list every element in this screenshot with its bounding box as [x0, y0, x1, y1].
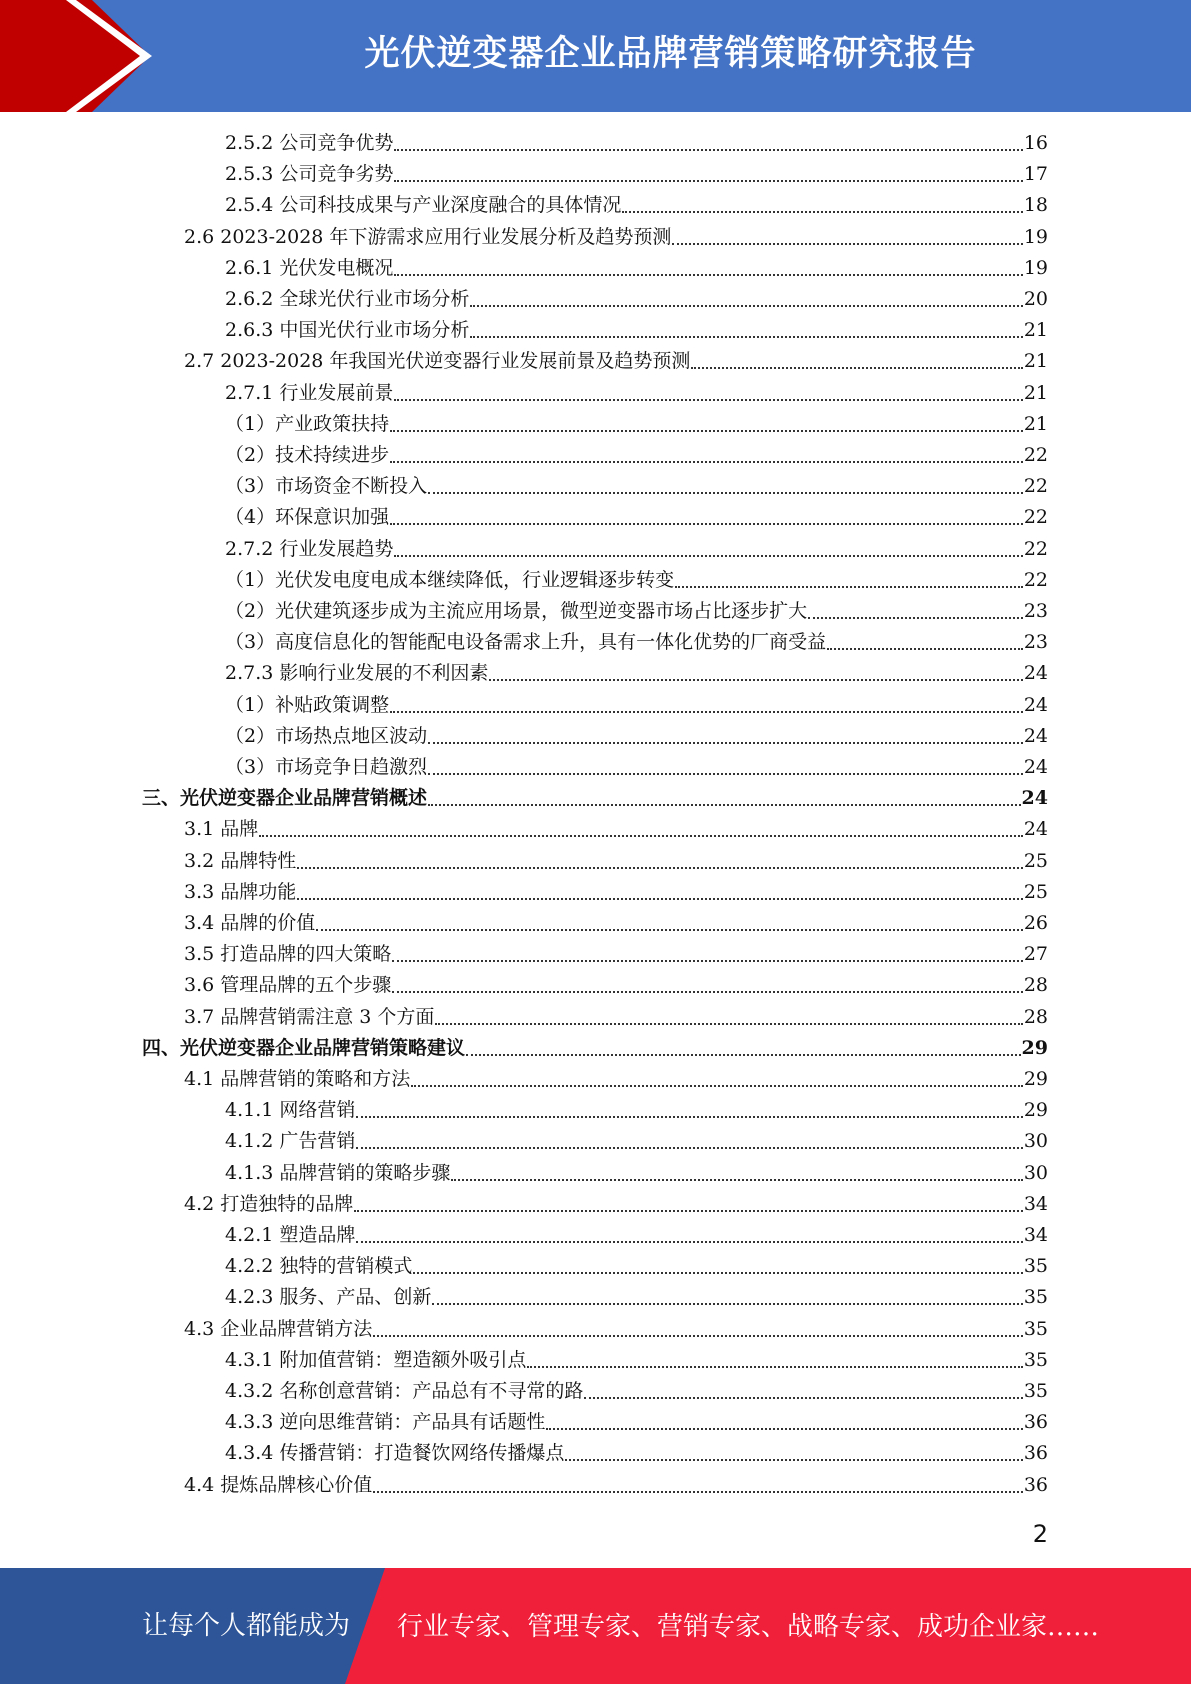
- toc-entry-label: 4.2.2 独特的营销模式: [225, 1255, 413, 1277]
- toc-leader-dots: [489, 678, 1022, 681]
- toc-entry-page: 18: [1023, 194, 1048, 216]
- toc-leader-dots: [672, 242, 1022, 245]
- toc-entry-label: （1）产业政策扶持: [225, 413, 390, 435]
- toc-entry[interactable]: [225, 378, 1048, 409]
- toc-leader-dots: [691, 366, 1022, 369]
- toc-entry-page: 24: [1023, 818, 1048, 840]
- toc-entry-label: 4.3.3 逆向思维营销：产品具有话题性: [225, 1411, 546, 1433]
- toc-entry[interactable]: [225, 190, 1048, 221]
- toc-leader-dots: [394, 148, 1022, 151]
- toc-entry[interactable]: [225, 1220, 1048, 1251]
- toc-entry[interactable]: [225, 440, 1048, 471]
- toc-entry-page: 35: [1023, 1255, 1048, 1277]
- toc-leader-dots: [390, 429, 1023, 432]
- toc-entry-page: 22: [1023, 506, 1048, 528]
- toc-entry-label: 四、光伏逆变器企业品牌营销策略建议: [142, 1037, 466, 1059]
- toc-entry-page: 25: [1023, 850, 1048, 872]
- toc-leader-dots: [827, 647, 1023, 650]
- toc-entry-label: （2）市场热点地区波动: [225, 725, 428, 747]
- toc-entry-page: 19: [1023, 226, 1048, 248]
- toc-entry-label: （1）补贴政策调整: [225, 694, 390, 716]
- toc-leader-dots: [527, 1365, 1022, 1368]
- toc-leader-dots: [565, 1458, 1022, 1461]
- toc-entry-label: （2）技术持续进步: [225, 444, 390, 466]
- toc-entry[interactable]: [184, 814, 1048, 845]
- toc-leader-dots: [411, 1084, 1023, 1087]
- toc-entry-page: 23: [1023, 631, 1048, 653]
- toc-leader-dots: [470, 304, 1022, 307]
- toc-leader-dots: [622, 210, 1022, 213]
- toc-entry-page: 35: [1023, 1349, 1048, 1371]
- toc-entry-page: 20: [1023, 288, 1048, 310]
- toc-leader-dots: [808, 616, 1023, 619]
- toc-leader-dots: [435, 1022, 1022, 1025]
- toc-entry[interactable]: [184, 939, 1048, 970]
- toc-entry-label: 2.6.3 中国光伏行业市场分析: [225, 319, 470, 341]
- toc-entry[interactable]: [225, 1126, 1048, 1157]
- toc-leader-dots: [259, 834, 1023, 837]
- toc-entry-label: 4.2.3 服务、产品、创新: [225, 1286, 432, 1308]
- toc-entry-page: 24: [1023, 756, 1048, 778]
- toc-leader-dots: [390, 522, 1023, 525]
- toc-entry-page: 24: [1023, 725, 1048, 747]
- toc-entry-page: 23: [1023, 600, 1048, 622]
- toc-leader-dots: [675, 585, 1023, 588]
- toc-entry-label: 4.1 品牌营销的策略和方法: [184, 1068, 411, 1090]
- toc-leader-dots: [451, 1178, 1022, 1181]
- toc-entry[interactable]: [225, 159, 1048, 190]
- toc-entry[interactable]: [225, 1282, 1048, 1313]
- toc-entry-label: （3）高度信息化的智能配电设备需求上升，具有一体化优势的厂商受益: [225, 631, 827, 653]
- toc-entry[interactable]: [225, 1251, 1048, 1282]
- toc-entry-label: 3.4 品牌的价值: [184, 912, 316, 934]
- toc-entry[interactable]: [225, 502, 1048, 533]
- toc-entry-label: 2.5.3 公司竞争劣势: [225, 163, 394, 185]
- toc-entry-page: 22: [1023, 569, 1048, 591]
- toc-entry-label: 4.2.1 塑造品牌: [225, 1224, 356, 1246]
- toc-entry[interactable]: [225, 1376, 1048, 1407]
- toc-entry[interactable]: [225, 565, 1048, 596]
- toc-entry[interactable]: [225, 752, 1048, 783]
- toc-leader-dots: [470, 335, 1022, 338]
- toc-entry[interactable]: [184, 1002, 1048, 1033]
- toc-entry-label: 2.7.3 影响行业发展的不利因素: [225, 662, 489, 684]
- toc-leader-dots: [394, 273, 1022, 276]
- toc-entry-page: 36: [1023, 1442, 1048, 1464]
- toc-entry[interactable]: [225, 596, 1048, 627]
- toc-entry-page: 35: [1023, 1286, 1048, 1308]
- toc-entry[interactable]: [225, 1438, 1048, 1469]
- toc-entry-label: 4.1.3 品牌营销的策略步骤: [225, 1162, 451, 1184]
- toc-entry[interactable]: [184, 1470, 1048, 1501]
- toc-entry-page: 22: [1023, 538, 1048, 560]
- toc-entry-page: 35: [1023, 1318, 1048, 1340]
- toc-entry[interactable]: [225, 471, 1048, 502]
- toc-entry-label: （3）市场资金不断投入: [225, 475, 428, 497]
- toc-leader-dots: [432, 1302, 1022, 1305]
- toc-leader-dots: [466, 1053, 1021, 1056]
- toc-leader-dots: [428, 803, 1021, 806]
- toc-entry-page: 22: [1023, 475, 1048, 497]
- toc-leader-dots: [356, 1240, 1022, 1243]
- toc-entry[interactable]: [225, 1095, 1048, 1126]
- toc-leader-dots: [390, 460, 1023, 463]
- toc-entry[interactable]: [184, 1064, 1048, 1095]
- toc-entry-page: 28: [1023, 974, 1048, 996]
- toc-entry[interactable]: [225, 721, 1048, 752]
- toc-entry-page: 21: [1023, 319, 1048, 341]
- toc-leader-dots: [390, 710, 1023, 713]
- header-banner: [0, 0, 1191, 112]
- toc-entry-page: 21: [1023, 413, 1048, 435]
- toc-entry-page: 27: [1023, 943, 1048, 965]
- toc-leader-dots: [373, 1490, 1023, 1493]
- toc-entry-page: 30: [1023, 1162, 1048, 1184]
- toc-leader-dots: [316, 928, 1023, 931]
- toc-entry[interactable]: [225, 1345, 1048, 1376]
- toc-entry[interactable]: [225, 534, 1048, 565]
- toc-entry-page: 21: [1023, 382, 1048, 404]
- toc-leader-dots: [354, 1209, 1023, 1212]
- toc-leader-dots: [297, 897, 1023, 900]
- toc-entry[interactable]: [225, 315, 1048, 346]
- toc-leader-dots: [584, 1396, 1022, 1399]
- footer-banner: [0, 1568, 1191, 1684]
- toc-entry-page: 24: [1023, 694, 1048, 716]
- toc-leader-dots: [356, 1115, 1022, 1118]
- toc-entry[interactable]: [225, 690, 1048, 721]
- toc-entry-page: 19: [1023, 257, 1048, 279]
- toc-leader-dots: [392, 990, 1023, 993]
- toc-entry[interactable]: [184, 877, 1048, 908]
- toc-entry-page: 16: [1023, 132, 1048, 154]
- toc-entry-page: 26: [1023, 912, 1048, 934]
- toc-entry-page: 36: [1023, 1411, 1048, 1433]
- toc-entry-label: 2.5.4 公司科技成果与产业深度融合的具体情况: [225, 194, 622, 216]
- toc-entry-page: 36: [1023, 1474, 1048, 1496]
- toc-entry-page: 34: [1023, 1193, 1048, 1215]
- toc-entry-label: （2）光伏建筑逐步成为主流应用场景，微型逆变器市场占比逐步扩大: [225, 600, 808, 622]
- toc-entry-page: 35: [1023, 1380, 1048, 1402]
- toc-entry[interactable]: [225, 284, 1048, 315]
- toc-entry[interactable]: [184, 970, 1048, 1001]
- toc-entry-page: 17: [1023, 163, 1048, 185]
- toc-entry-label: 2.7.2 行业发展趋势: [225, 538, 394, 560]
- toc-entry-page: 34: [1023, 1224, 1048, 1246]
- toc-leader-dots: [394, 398, 1022, 401]
- toc-entry[interactable]: [184, 222, 1048, 253]
- toc-entry-label: 4.2 打造独特的品牌: [184, 1193, 354, 1215]
- toc-entry-label: 4.3.1 附加值营销：塑造额外吸引点: [225, 1349, 527, 1371]
- toc-entry-label: 2.5.2 公司竞争优势: [225, 132, 394, 154]
- toc-entry[interactable]: [184, 908, 1048, 939]
- toc-entry-page: 25: [1023, 881, 1048, 903]
- toc-entry[interactable]: [184, 346, 1048, 377]
- toc-entry-label: 3.3 品牌功能: [184, 881, 297, 903]
- toc-leader-dots: [394, 554, 1022, 557]
- toc-entry-label: 3.7 品牌营销需注意 3 个方面: [184, 1006, 435, 1028]
- page-number: 2: [1032, 1520, 1048, 1548]
- toc-entry-page: 24: [1023, 662, 1048, 684]
- toc-entry-page: 22: [1023, 444, 1048, 466]
- toc-entry[interactable]: [225, 409, 1048, 440]
- footer-slogan-right: 行业专家、管理专家、营销专家、战略专家、成功企业家……: [397, 1612, 1100, 1642]
- toc-entry-label: （3）市场竞争日趋激烈: [225, 756, 428, 778]
- toc-entry[interactable]: [225, 658, 1048, 689]
- toc-entry-page: 21: [1023, 350, 1048, 372]
- toc-leader-dots: [297, 866, 1023, 869]
- toc-entry-label: 4.3.4 传播营销：打造餐饮网络传播爆点: [225, 1442, 565, 1464]
- toc-entry-label: 2.7 2023-2028 年我国光伏逆变器行业发展前景及趋势预测: [184, 350, 691, 372]
- toc-leader-dots: [546, 1427, 1022, 1430]
- toc-entry-label: 3.5 打造品牌的四大策略: [184, 943, 392, 965]
- toc-entry-label: 4.4 提炼品牌核心价值: [184, 1474, 373, 1496]
- toc-entry-page: 29: [1021, 1037, 1048, 1059]
- toc-leader-dots: [373, 1334, 1023, 1337]
- toc-leader-dots: [394, 179, 1022, 182]
- footer-slogan-left: 让每个人都能成为: [142, 1611, 351, 1641]
- toc-entry-label: 2.6.2 全球光伏行业市场分析: [225, 288, 470, 310]
- toc-entry[interactable]: [142, 1033, 1048, 1064]
- toc-entry[interactable]: [184, 1189, 1048, 1220]
- toc-entry-label: 3.1 品牌: [184, 818, 259, 840]
- toc-leader-dots: [428, 772, 1023, 775]
- toc-entry-label: 2.7.1 行业发展前景: [225, 382, 394, 404]
- toc-entry-page: 29: [1023, 1099, 1048, 1121]
- toc-entry-page: 28: [1023, 1006, 1048, 1028]
- toc-entry[interactable]: [225, 1407, 1048, 1438]
- toc-entry-label: （1）光伏发电度电成本继续降低，行业逻辑逐步转变: [225, 569, 675, 591]
- toc-entry[interactable]: [225, 128, 1048, 159]
- toc-entry-label: 3.6 管理品牌的五个步骤: [184, 974, 392, 996]
- header-red-arrow-shape: [0, 0, 150, 112]
- toc-entry-label: （4）环保意识加强: [225, 506, 390, 528]
- toc-entry-label: 4.1.1 网络营销: [225, 1099, 356, 1121]
- toc-leader-dots: [428, 491, 1023, 494]
- toc-leader-dots: [413, 1271, 1022, 1274]
- toc-entry-label: 2.6.1 光伏发电概况: [225, 257, 394, 279]
- toc-entry-label: 4.3 企业品牌营销方法: [184, 1318, 373, 1340]
- report-title: 光伏逆变器企业品牌营销策略研究报告: [364, 34, 977, 74]
- toc-leader-dots: [356, 1146, 1022, 1149]
- toc-entry[interactable]: [142, 783, 1048, 814]
- toc-entry[interactable]: [184, 1314, 1048, 1345]
- toc-entry-page: 29: [1023, 1068, 1048, 1090]
- toc-entry-label: 4.3.2 名称创意营销：产品总有不寻常的路: [225, 1380, 584, 1402]
- toc-leader-dots: [392, 959, 1023, 962]
- toc-entry[interactable]: [225, 627, 1048, 658]
- toc-entry-page: 24: [1021, 787, 1048, 809]
- toc-leader-dots: [428, 741, 1023, 744]
- toc-entry-page: 30: [1023, 1130, 1048, 1152]
- toc-entry-label: 2.6 2023-2028 年下游需求应用行业发展分析及趋势预测: [184, 226, 672, 248]
- toc-entry-label: 三、光伏逆变器企业品牌营销概述: [142, 787, 428, 809]
- toc-entry[interactable]: [225, 253, 1048, 284]
- toc-entry[interactable]: [184, 846, 1048, 877]
- toc-entry-label: 3.2 品牌特性: [184, 850, 297, 872]
- toc-entry-label: 4.1.2 广告营销: [225, 1130, 356, 1152]
- toc-entry[interactable]: [225, 1158, 1048, 1189]
